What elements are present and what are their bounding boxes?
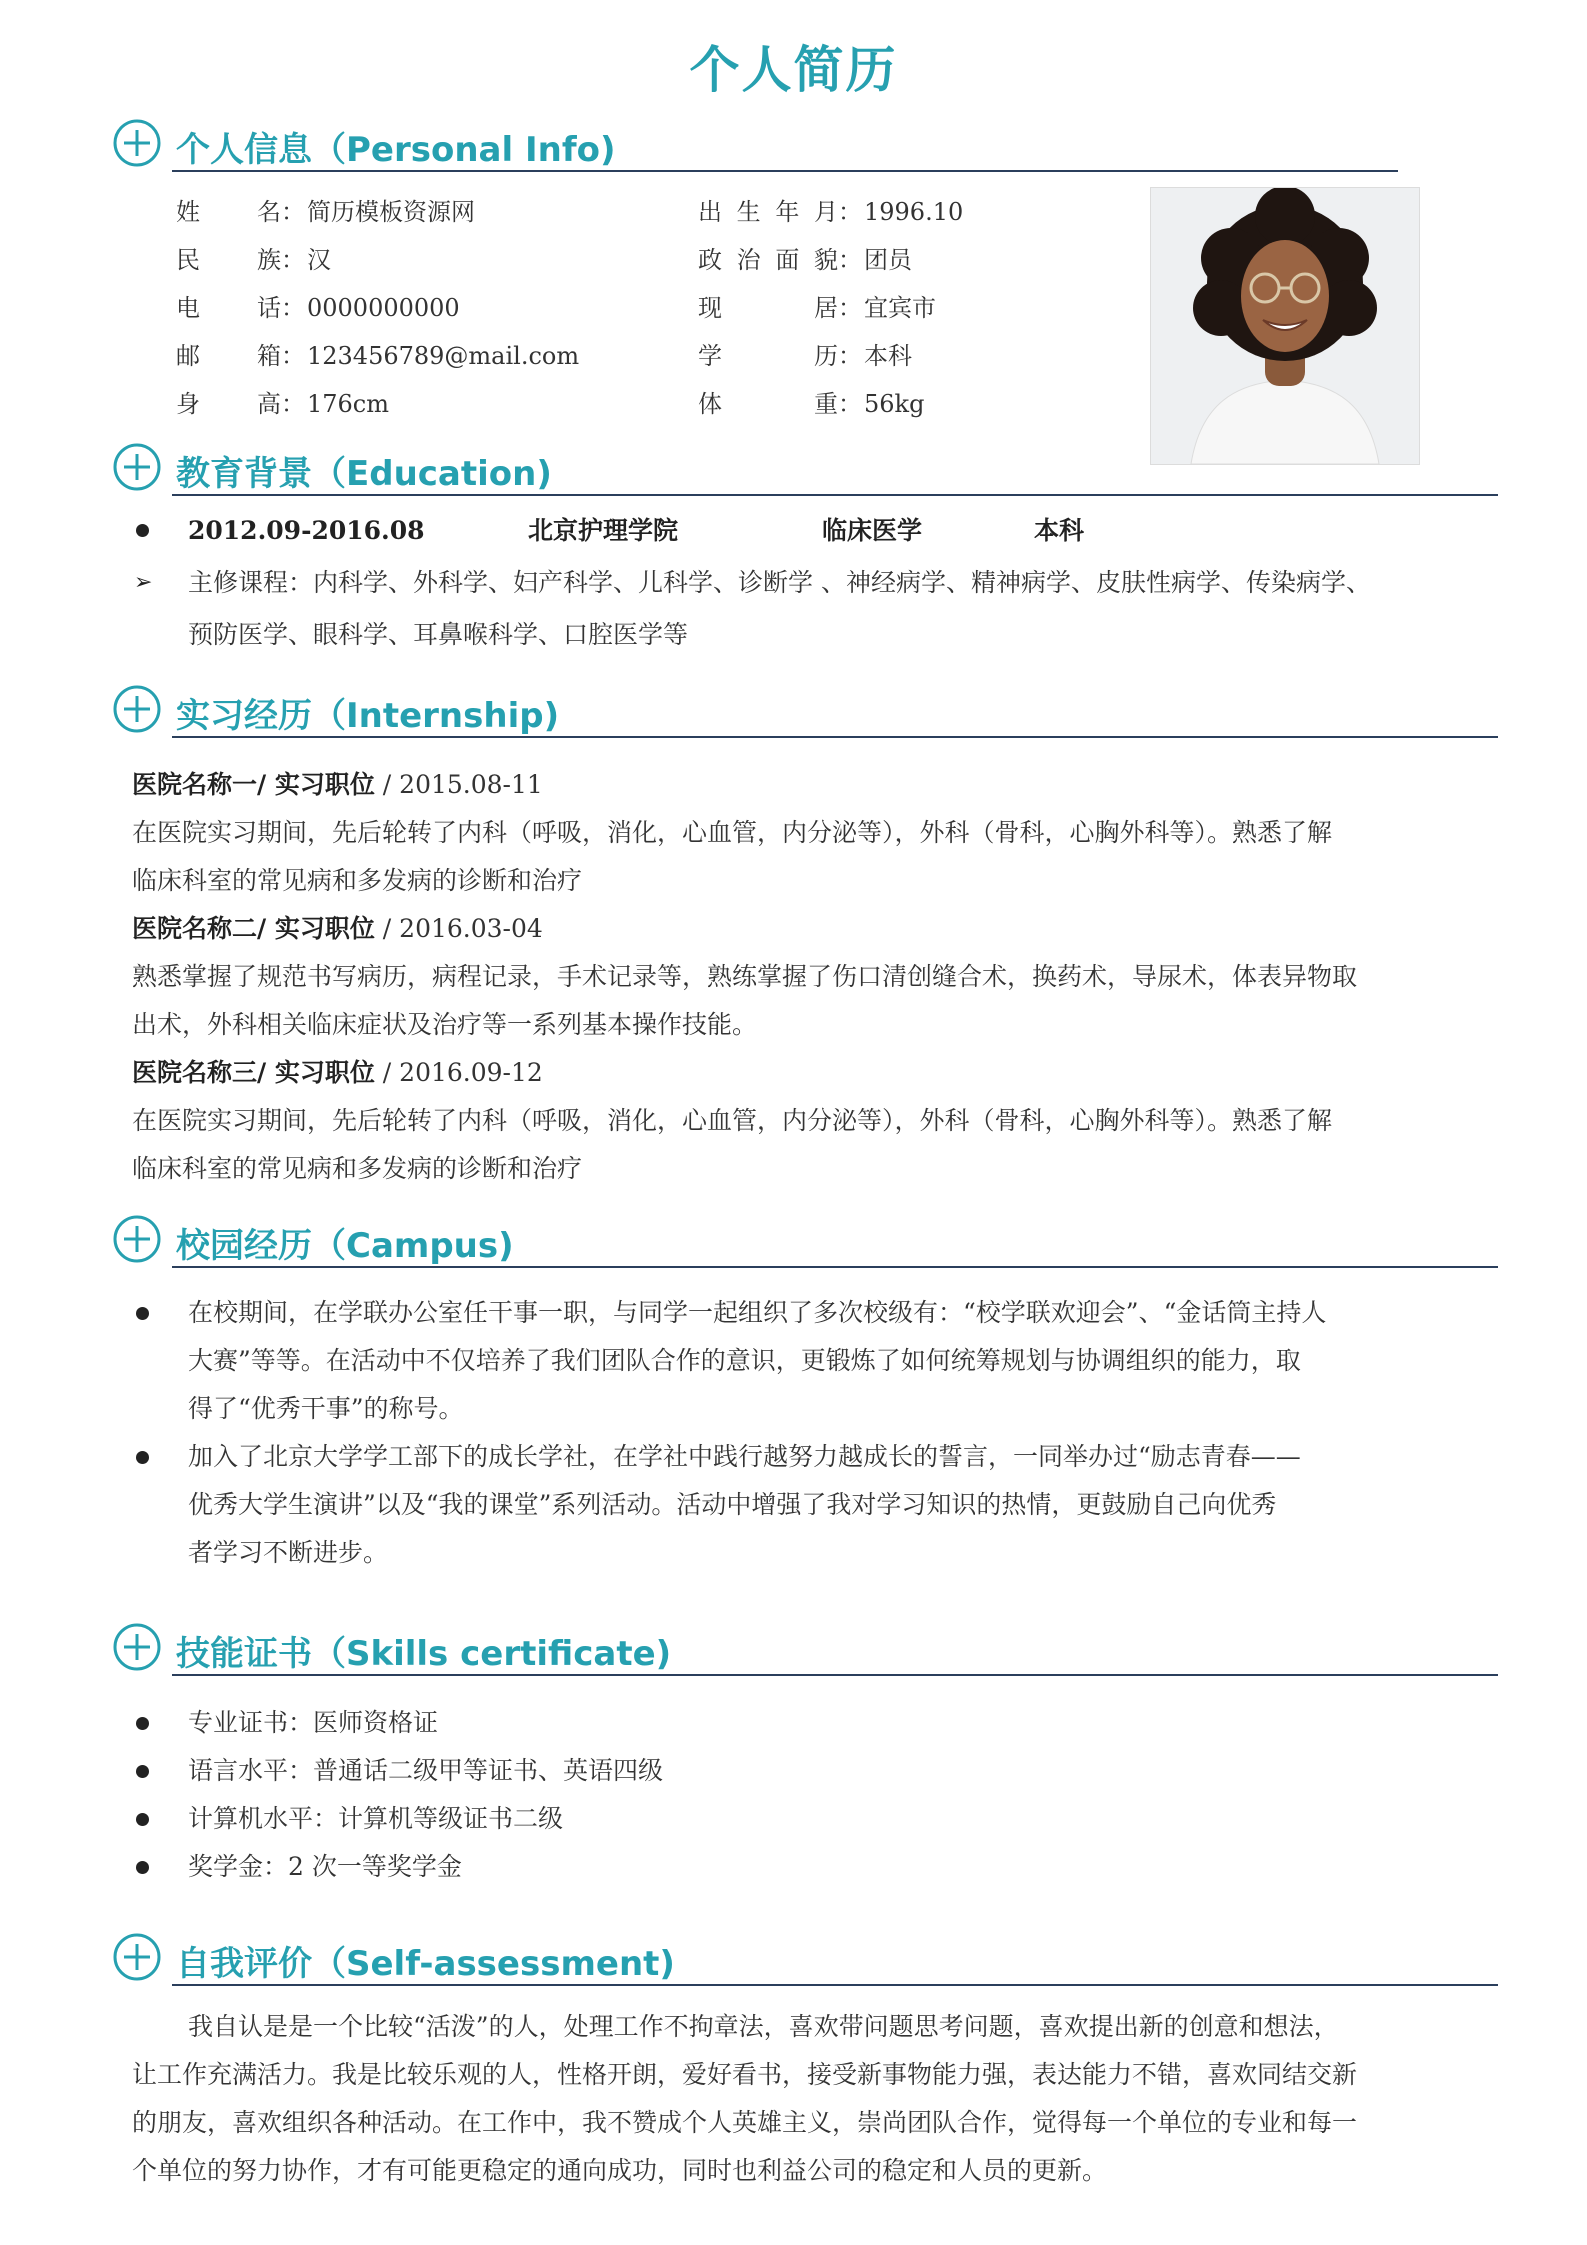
internship-header: 医院名称三/ 实习职位 / 2016.09-12 (132, 1058, 543, 1087)
plus-circle-icon (112, 1214, 162, 1264)
bullet-dot (136, 1861, 149, 1874)
bullet-dot (136, 1451, 149, 1464)
info-political: 政治面貌：团员 (698, 246, 912, 274)
plus-circle-icon (112, 684, 162, 734)
info-value: 汉 (307, 246, 331, 274)
internship-desc-line: 临床科室的常见病和多发病的诊断和治疗 (132, 866, 583, 895)
internship-desc-line: 出术，外科相关临床症状及治疗等一系列基本操作技能。 (132, 1010, 758, 1039)
page-title: 个人简历 (689, 41, 898, 99)
internship-desc-line: 在医院实习期间，先后轮转了内科（呼吸，消化，心血管，内分泌等），外科（骨科，心胸外科等）。熟悉了解 (132, 818, 1333, 847)
info-label: 政治面貌 (698, 246, 838, 274)
info-value: 简历模板资源网 (307, 198, 475, 226)
skill-item: 奖学金：2 次一等奖学金 (188, 1852, 462, 1881)
arrow-bullet-icon: ➢ (134, 570, 153, 595)
bullet-dot (136, 1765, 149, 1778)
edu-school: 北京护理学院 (528, 516, 679, 545)
section-divider (172, 494, 1498, 496)
info-phone: 电话：0000000000 (176, 294, 460, 322)
section-title-internship: 实习经历（Internship) (176, 696, 560, 736)
info-label: 出生年月 (698, 198, 838, 226)
section-title-personal: 个人信息（Personal Info) (176, 130, 616, 170)
plus-circle-icon (112, 442, 162, 492)
section-title-campus: 校园经历（Campus) (176, 1226, 514, 1266)
self-assessment-line: 的朋友，喜欢组织各种活动。在工作中，我不赞成个人英雄主义，崇尚团队合作，觉得每一个单位的专业和每一 (132, 2108, 1358, 2137)
info-height: 身高：176cm (176, 390, 390, 418)
info-value: 0000000000 (307, 294, 460, 322)
info-name: 姓名：简历模板资源网 (176, 198, 475, 226)
campus-line: 得了“优秀干事”的称号。 (188, 1394, 464, 1423)
info-label: 身高 (176, 390, 281, 418)
info-label: 姓名 (176, 198, 281, 226)
info-weight: 体重：56kg (698, 390, 925, 418)
info-label: 学历 (698, 342, 838, 370)
skill-item: 语言水平：普通话二级甲等证书、英语四级 (188, 1756, 664, 1785)
info-residence: 现居：宜宾市 (698, 294, 936, 322)
internship-desc-line: 熟悉掌握了规范书写病历，病程记录，手术记录等，熟练掌握了伤口清创缝合术，换药术，导尿术，体表异物取 (132, 962, 1358, 991)
campus-line: 在校期间，在学联办公室任干事一职，与同学一起组织了多次校级有：“校学联欢迎会”、“金话筒主持人 (188, 1298, 1327, 1327)
edu-courses-line: 主修课程：内科学、外科学、妇产科学、儿科学、诊断学 、神经病学、精神病学、皮肤性病学、传染病学、 (188, 568, 1371, 597)
section-title-self: 自我评价（Self-assessment) (176, 1944, 675, 1984)
self-assessment-line: 我自认是是一个比较“活泼”的人，处理工作不拘章法，喜欢带问题思考问题，喜欢提出新的创意和想法， (188, 2012, 1339, 2041)
campus-line: 者学习不断进步。 (188, 1538, 389, 1567)
edu-courses-line: 预防医学、眼科学、耳鼻喉科学、口腔医学等 (188, 620, 689, 649)
campus-line: 优秀大学生演讲”以及“我的课堂”系列活动。活动中增强了我对学习知识的热情，更鼓励自己向优秀 (188, 1490, 1277, 1519)
section-divider (172, 1984, 1498, 1986)
info-value: 团员 (864, 246, 912, 274)
info-label: 电话 (176, 294, 281, 322)
bullet-dot (136, 1717, 149, 1730)
skill-item: 专业证书：医师资格证 (188, 1708, 439, 1737)
portrait-image (1151, 188, 1419, 464)
info-value: 宜宾市 (864, 294, 936, 322)
info-label: 体重 (698, 390, 838, 418)
section-divider (172, 1674, 1498, 1676)
bullet-dot (136, 1813, 149, 1826)
profile-photo (1150, 187, 1420, 465)
info-label: 邮箱 (176, 342, 281, 370)
info-label: 民族 (176, 246, 281, 274)
section-divider (172, 170, 1398, 172)
edu-period: 2012.09-2016.08 (188, 516, 425, 545)
info-label: 现居 (698, 294, 838, 322)
info-value: 123456789@mail.com (307, 342, 580, 370)
info-value: 1996.10 (864, 198, 964, 226)
campus-line: 大赛”等等。在活动中不仅培养了我们团队合作的意识，更锻炼了如何统筹规划与协调组织的能力，取 (188, 1346, 1301, 1375)
info-ethnicity: 民族：汉 (176, 246, 331, 274)
section-divider (172, 1266, 1498, 1268)
internship-desc-line: 在医院实习期间，先后轮转了内科（呼吸，消化，心血管，内分泌等），外科（骨科，心胸外科等）。熟悉了解 (132, 1106, 1333, 1135)
plus-circle-icon (112, 1932, 162, 1982)
plus-circle-icon (112, 1622, 162, 1672)
bullet-dot (136, 1307, 149, 1320)
section-title-education: 教育背景（Education) (176, 454, 552, 494)
bullet-dot (136, 524, 149, 537)
info-education-level: 学历：本科 (698, 342, 912, 370)
info-value: 56kg (864, 390, 925, 418)
internship-header: 医院名称一/ 实习职位 / 2015.08-11 (132, 770, 543, 799)
info-value: 本科 (864, 342, 912, 370)
skill-item: 计算机水平：计算机等级证书二级 (188, 1804, 564, 1833)
info-birth: 出生年月：1996.10 (698, 198, 964, 226)
edu-degree: 本科 (1034, 516, 1085, 545)
internship-header: 医院名称二/ 实习职位 / 2016.03-04 (132, 914, 543, 943)
info-email: 邮箱：123456789@mail.com (176, 342, 580, 370)
self-assessment-line: 个单位的努力协作，才有可能更稳定的通向成功，同时也利益公司的稳定和人员的更新。 (132, 2156, 1108, 2185)
internship-desc-line: 临床科室的常见病和多发病的诊断和治疗 (132, 1154, 583, 1183)
info-value: 176cm (307, 390, 390, 418)
section-title-skills: 技能证书（Skills certificate) (176, 1634, 672, 1674)
edu-major: 临床医学 (822, 516, 923, 545)
section-divider (172, 736, 1498, 738)
campus-line: 加入了北京大学学工部下的成长学社，在学社中践行越努力越成长的誓言，一同举办过“励志青春—— (188, 1442, 1301, 1471)
plus-circle-icon (112, 118, 162, 168)
self-assessment-line: 让工作充满活力。我是比较乐观的人，性格开朗，爱好看书，接受新事物能力强，表达能力不错，喜欢同结交新 (132, 2060, 1358, 2089)
